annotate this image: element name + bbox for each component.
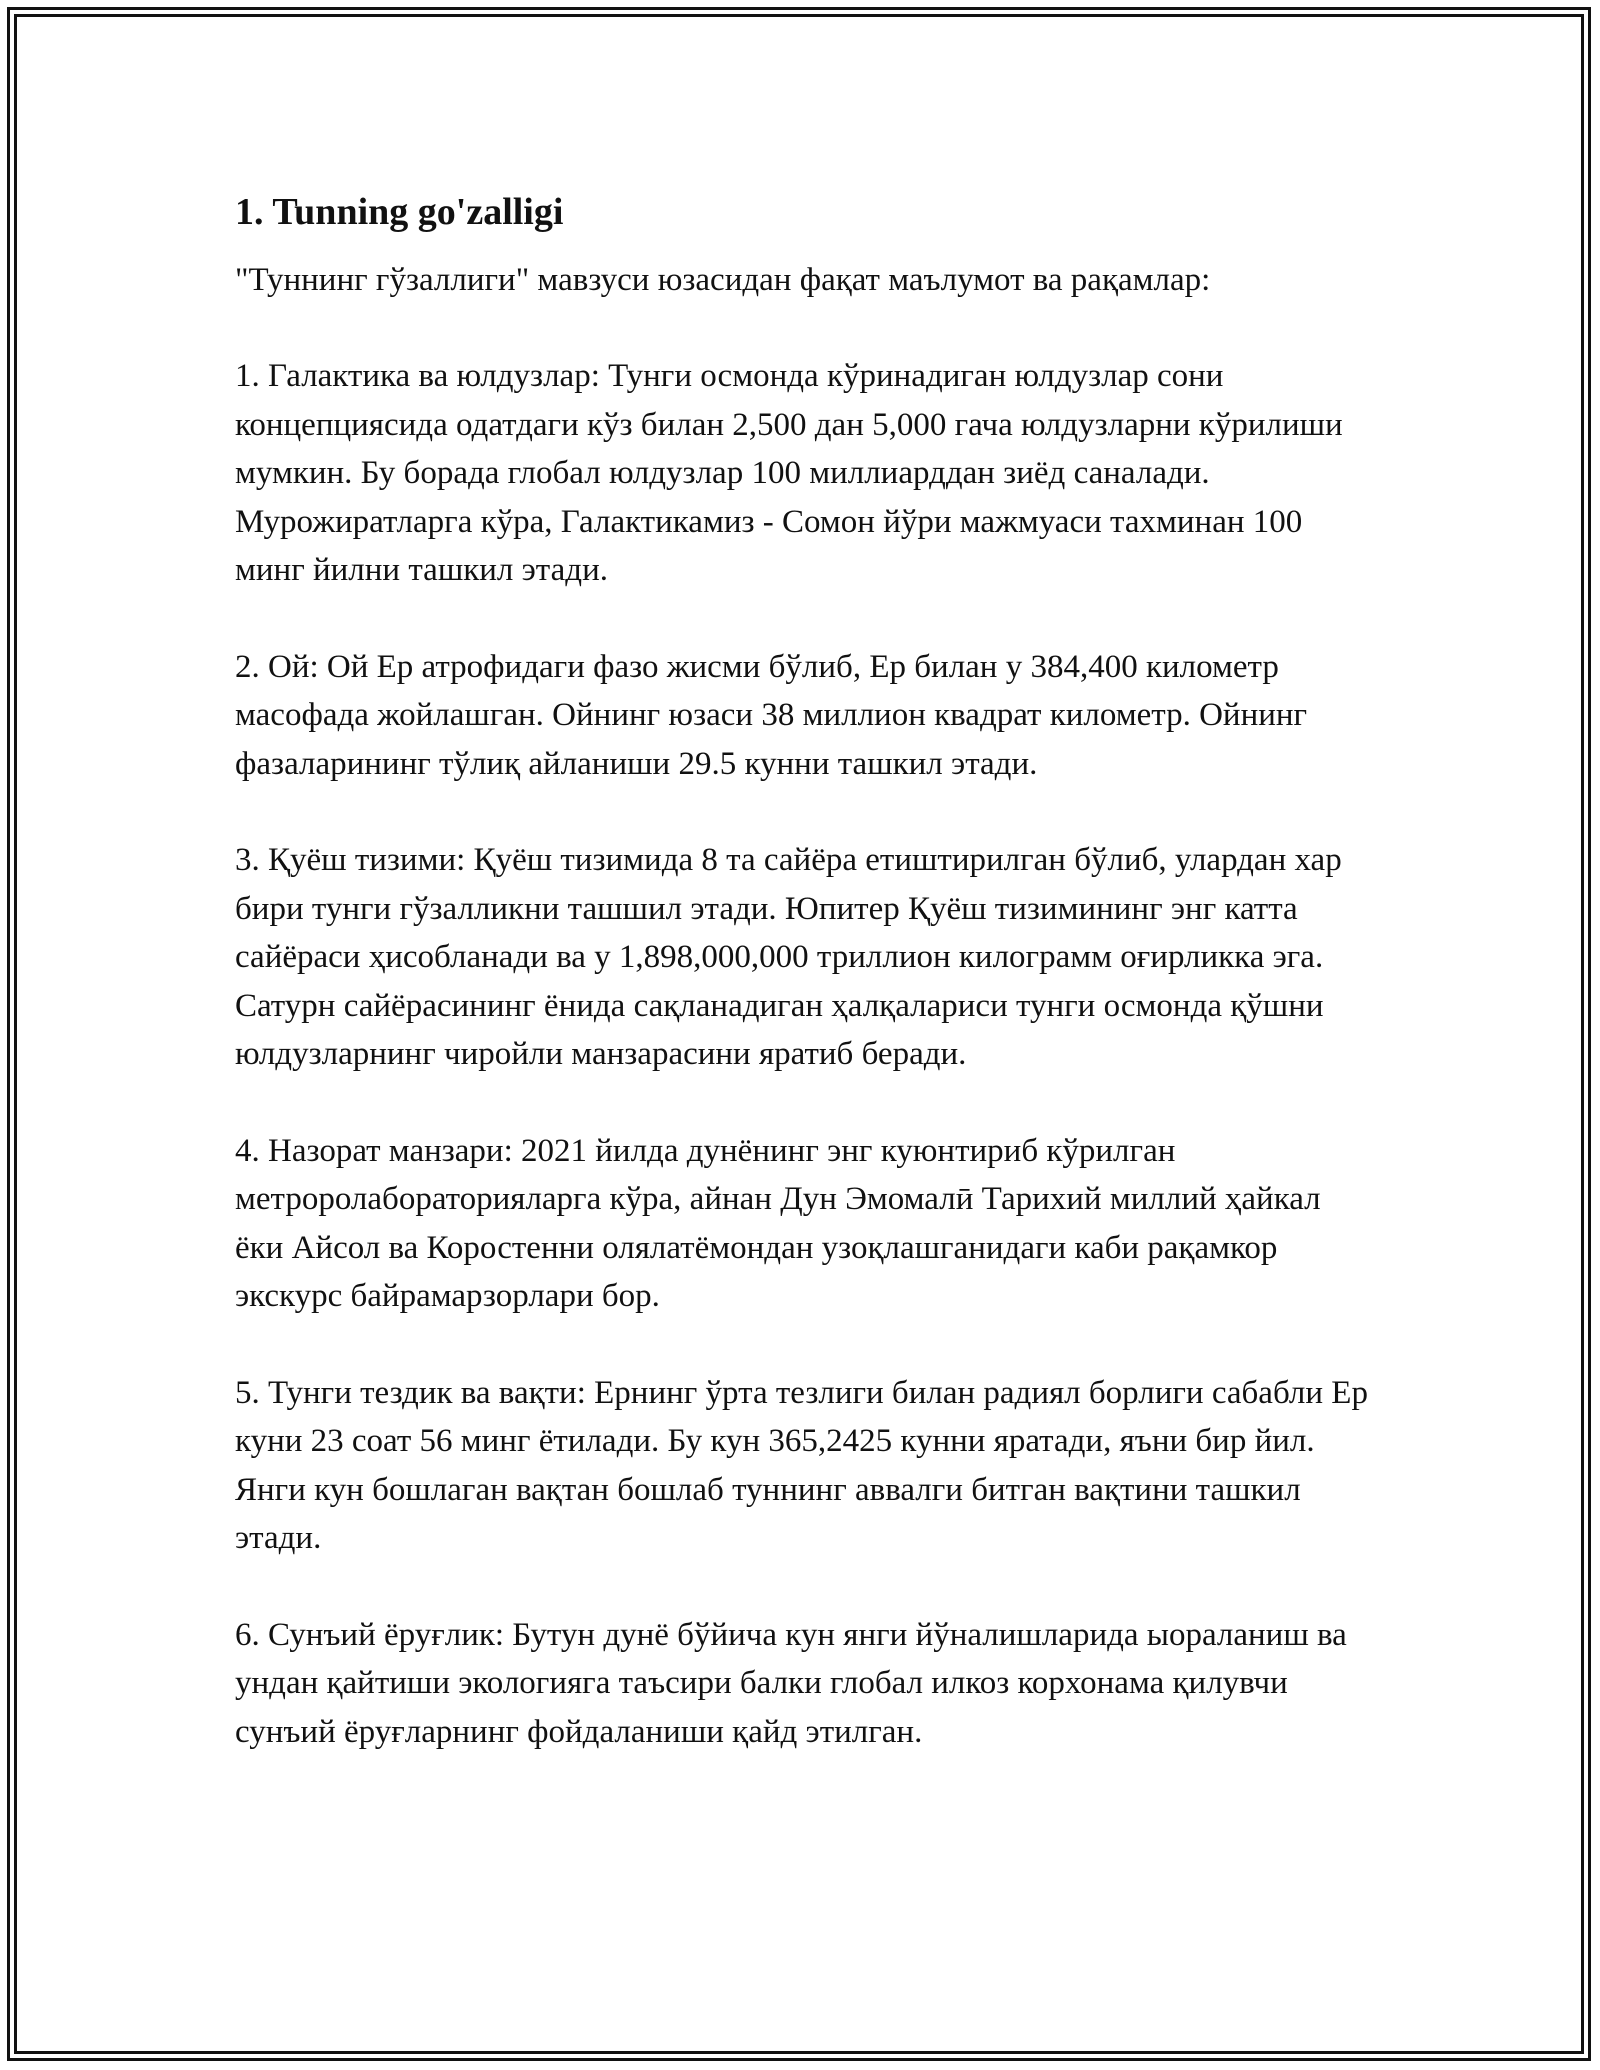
list-item-moon: 2. Ой: Ой Ер атрофидаги фазо жисми бўлиб, Ер билан у 384,400 километр масофада жойлашган. Ойнинг юзаси 38 миллион квадрат километр. Ойнинг фазаларининг тўлиқ айланиши 29.5 кунни ташкил этади. [235, 648, 1308, 782]
list-item-solar-system: 3. Қуёш тизими: Қуёш тизимида 8 та сайёра етиштирилган бўлиб, улардан хар бири тунги гўзалликни ташшил этади. Юпитер Қуёш тизимининг энг катта сайёраси ҳисобланади ва у 1,898,000,000 триллион килограмм оғирликка эга. Сатурн сайёрасининг ёнида сақланадиган ҳалқалариси тунги осмонда қўшни юлдузларнинг чиройли манзарасини яратиб беради. [235, 842, 1342, 1072]
list-item-artificial-light: 6. Сунъий ёруғлик: Бутун дунё бўйича кун янги йўналишларида ыораланиш ва ундан қайтиши экологияга таъсири балки глобал илкоз корхонама қилувчи сунъий ёруғларнинг фойдаланиши қайд этилган. [235, 1616, 1347, 1750]
document-body [235, 188, 1375, 1804]
document-heading: 1. Tunning go'zalligi [235, 191, 564, 233]
list-item-night-time: 5. Тунги тездик ва вақти: Ернинг ўрта тезлиги билан радиял борлиги сабабли Ер куни 23 соат 56 минг ётилади. Бу кун 365,2425 кунни яратади, яъни бир йил. Янги кун бошлаган вақтан бошлаб туннинг аввалги битган вақтини ташкил этади. [235, 1374, 1368, 1556]
list-item-observation: 4. Назорат манзари: 2021 йилда дунёнинг энг куюнтириб кўрилган метроролабораторияларга кўра, айнан Дун Эмомалӣ Тарихий миллий ҳайкал ёки Айсол ва Коростенни олялатёмондан узоқлашганидаги каби рақамкор экскурс байрамарзорлари бор. [235, 1132, 1321, 1314]
intro-paragraph: "Туннинг гўзаллиги" мавзуси юзасидан фақат маълумот ва рақамлар: [235, 262, 1211, 298]
list-item-galaxy: 1. Галактика ва юлдузлар: Тунги осмонда кўринадиган юлдузлар сони концепциясида одатдаги кўз билан 2,500 дан 5,000 гача юлдузларни кўрилиши мумкин. Бу борада глобал юлдузлар 100 миллиарддан зиёд саналади. Мурожиратларга кўра, Галактикамиз - Сомон йўри мажмуаси тахминан 100 минг йилни ташкил этади. [235, 358, 1343, 588]
